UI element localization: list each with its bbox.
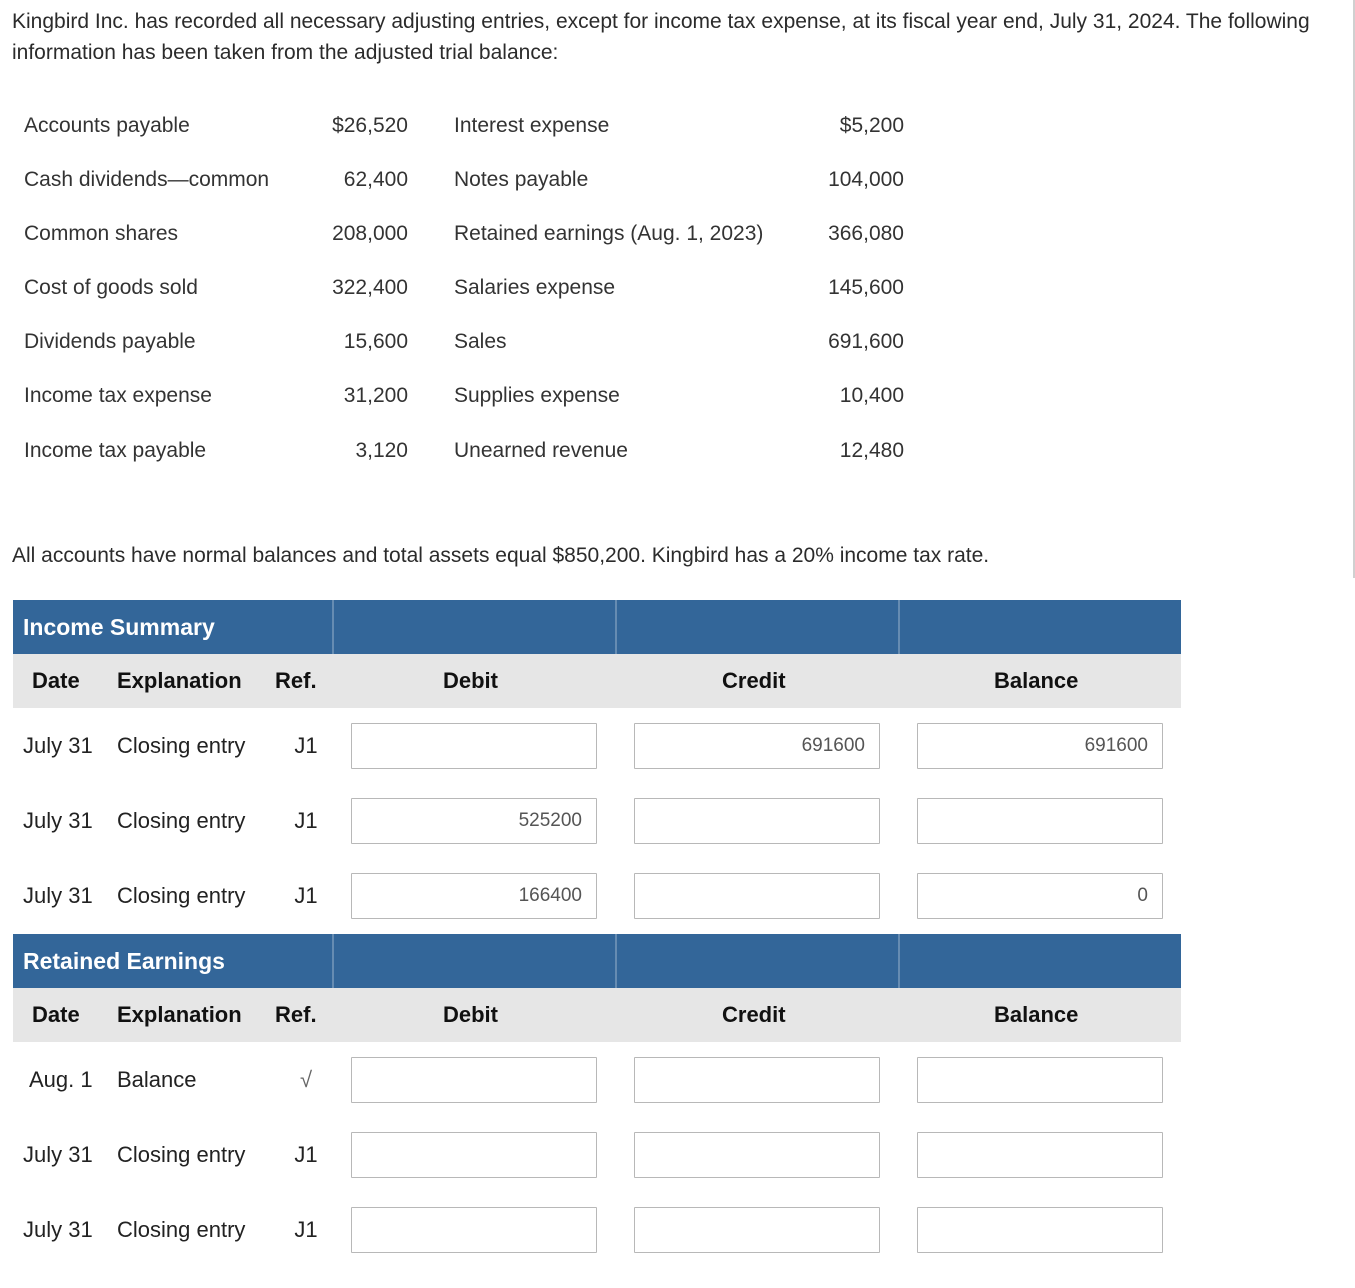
retained-earnings-column-headers: [13, 988, 1181, 1042]
credit-input[interactable]: [634, 798, 880, 844]
ledger-row: [13, 1131, 1181, 1179]
debit-input[interactable]: [351, 1132, 597, 1178]
trial-balance-row: [0, 219, 1355, 249]
account-name: Cash dividends—common: [24, 168, 270, 191]
checkmark-icon: √: [299, 1067, 313, 1092]
column-divider: [332, 934, 334, 988]
header-credit: Credit: [722, 668, 786, 693]
header-ref: Ref.: [275, 1002, 317, 1027]
header-balance: Balance: [994, 668, 1079, 693]
header-debit: Debit: [443, 1002, 498, 1027]
account-amount: 3,120: [355, 439, 408, 462]
credit-input[interactable]: [634, 723, 880, 769]
income-summary-title-bar: [13, 600, 1181, 654]
ledger-title: Retained Earnings: [23, 948, 225, 974]
account-amount: 12,480: [839, 439, 904, 462]
debit-input[interactable]: [351, 723, 597, 769]
header-balance: Balance: [994, 1002, 1079, 1027]
entry-date: July 31: [23, 1142, 93, 1167]
entry-ref: J1: [294, 733, 318, 758]
header-explanation: Explanation: [117, 1002, 242, 1027]
account-amount: 62,400: [343, 168, 408, 191]
retained-earnings-title-bar: [13, 934, 1181, 988]
entry-date: July 31: [23, 733, 93, 758]
debit-input[interactable]: [351, 873, 597, 919]
problem-intro: Kingbird Inc. has recorded all necessary adjusting entries, except for income tax expense, at its fiscal year end, July 31, 2024. The following information has been taken from the adjusted trial balance:: [12, 10, 1310, 64]
trial-balance-row: [0, 273, 1355, 303]
credit-input[interactable]: [634, 1207, 880, 1253]
credit-input[interactable]: [634, 1057, 880, 1103]
account-name: Income tax payable: [24, 439, 207, 462]
debit-input[interactable]: [351, 1207, 597, 1253]
trial-balance-row: [0, 165, 1355, 195]
column-divider: [615, 600, 617, 654]
debit-input[interactable]: [351, 1057, 597, 1103]
account-amount: 691,600: [828, 330, 904, 353]
trial-balance-row: [0, 381, 1355, 411]
problem-note: All accounts have normal balances and total assets equal $850,200. Kingbird has a 20% income tax rate.: [12, 544, 990, 567]
account-name: Supplies expense: [454, 384, 620, 407]
ledger-row: [13, 1056, 1181, 1104]
entry-explanation: Closing entry: [117, 1142, 246, 1167]
account-amount: $5,200: [839, 114, 904, 137]
account-name: Accounts payable: [24, 114, 190, 137]
account-name: Interest expense: [454, 114, 610, 137]
account-amount: 15,600: [343, 330, 408, 353]
credit-input[interactable]: [634, 1132, 880, 1178]
entry-date: July 31: [23, 883, 93, 908]
ledger-row: [13, 872, 1181, 920]
entry-date: July 31: [23, 808, 93, 833]
balance-input[interactable]: [917, 1057, 1163, 1103]
entry-date: Aug. 1: [29, 1067, 93, 1092]
trial-balance-row: [0, 436, 1355, 466]
account-name: Cost of goods sold: [24, 276, 198, 299]
column-divider: [615, 934, 617, 988]
account-amount: 208,000: [332, 222, 408, 245]
entry-explanation: Closing entry: [117, 808, 246, 833]
account-amount: 10,400: [839, 384, 904, 407]
entry-explanation: Closing entry: [117, 883, 246, 908]
account-name: Common shares: [24, 222, 179, 245]
header-ref: Ref.: [275, 668, 317, 693]
account-amount: $26,520: [332, 114, 408, 137]
entry-ref: J1: [294, 808, 318, 833]
balance-input[interactable]: [917, 1207, 1163, 1253]
account-amount: 104,000: [828, 168, 904, 191]
balance-input[interactable]: [917, 1132, 1163, 1178]
entry-ref: J1: [294, 1217, 318, 1242]
account-name: Salaries expense: [454, 276, 616, 299]
column-divider: [898, 600, 900, 654]
trial-balance-row: [0, 327, 1355, 357]
entry-explanation: Balance: [117, 1067, 197, 1092]
balance-input[interactable]: [917, 873, 1163, 919]
balance-input[interactable]: [917, 798, 1163, 844]
entry-date: July 31: [23, 1217, 93, 1242]
header-explanation: Explanation: [117, 668, 242, 693]
header-credit: Credit: [722, 1002, 786, 1027]
account-name: Retained earnings (Aug. 1, 2023): [454, 222, 764, 245]
ledger-row: [13, 1206, 1181, 1254]
balance-input[interactable]: [917, 723, 1163, 769]
account-name: Dividends payable: [24, 330, 196, 353]
header-date: Date: [32, 668, 80, 693]
ledger-title: Income Summary: [23, 614, 215, 640]
ledger-row: [13, 722, 1181, 770]
account-amount: 31,200: [343, 384, 408, 407]
column-divider: [332, 600, 334, 654]
account-name: Unearned revenue: [454, 439, 628, 462]
account-amount: 366,080: [828, 222, 904, 245]
trial-balance-row: [0, 111, 1355, 141]
account-name: Notes payable: [454, 168, 589, 191]
account-name: Sales: [454, 330, 507, 353]
entry-explanation: Closing entry: [117, 1217, 246, 1242]
account-amount: 145,600: [828, 276, 904, 299]
entry-explanation: Closing entry: [117, 733, 246, 758]
ledger-row: [13, 797, 1181, 845]
account-amount: 322,400: [332, 276, 408, 299]
header-debit: Debit: [443, 668, 498, 693]
entry-ref: J1: [294, 883, 318, 908]
account-name: Income tax expense: [24, 384, 212, 407]
entry-ref: J1: [294, 1142, 318, 1167]
header-date: Date: [32, 1002, 80, 1027]
column-divider: [898, 934, 900, 988]
credit-input[interactable]: [634, 873, 880, 919]
debit-input[interactable]: [351, 798, 597, 844]
income-summary-column-headers: [13, 654, 1181, 708]
